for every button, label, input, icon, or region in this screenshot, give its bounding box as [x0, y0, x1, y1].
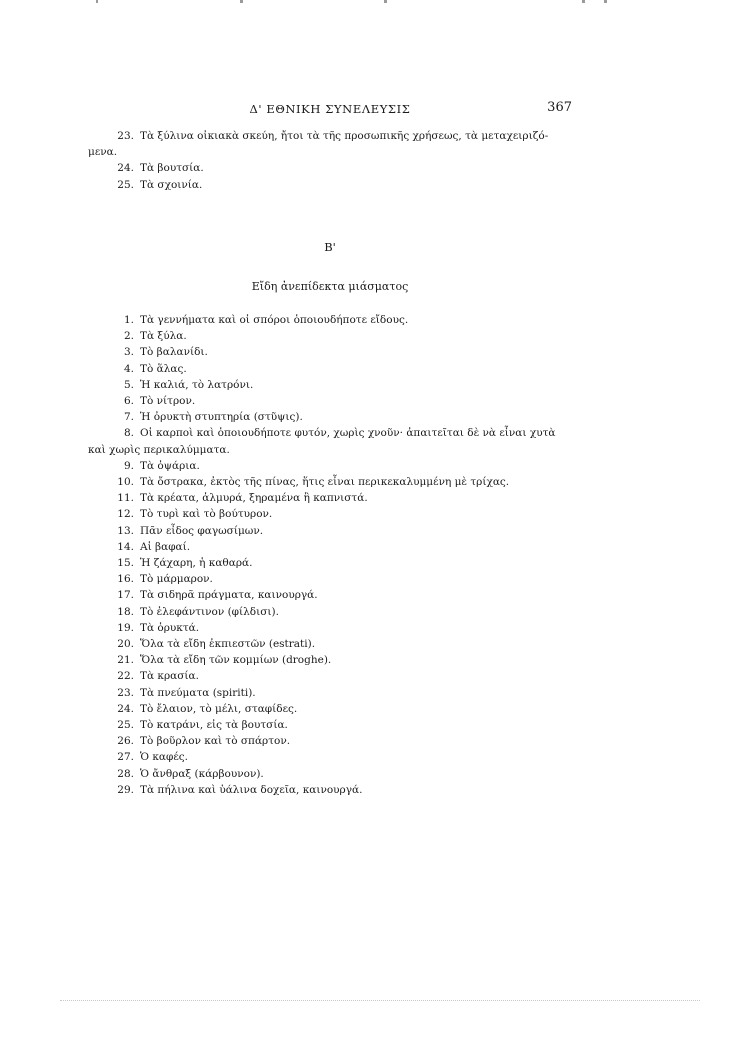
item-text: Ἡ ζάχαρη, ἡ καθαρά.: [140, 557, 253, 570]
list-item: [88, 377, 572, 393]
list-item: [88, 361, 572, 377]
item-text: Τὸ κατράνι, εἰς τὰ βουτσία.: [140, 719, 288, 732]
item-number: 23.: [117, 686, 134, 699]
item-number: 3.: [123, 346, 134, 359]
item-number: 17.: [117, 589, 134, 602]
list-item: [88, 668, 572, 684]
list-item: [88, 474, 572, 490]
item-text: Τὰ σχοινία.: [140, 178, 203, 191]
item-number: 29.: [117, 783, 134, 796]
list-item: [88, 604, 572, 620]
item-number: 20.: [117, 638, 134, 651]
item-text: Τὸ ἅλας.: [140, 362, 187, 375]
running-header: [88, 102, 572, 118]
item-number: 22.: [117, 670, 134, 683]
list-item: [88, 555, 572, 571]
item-number: 25.: [117, 178, 134, 191]
list-item: [88, 636, 572, 652]
item-text: Ἡ καλιά, τὸ λατρόνι.: [140, 378, 254, 391]
item-text: Τὸ ἔλαιον, τὸ μέλι, σταφίδες.: [140, 702, 298, 715]
item-number: 18.: [117, 605, 134, 618]
item-text: Τὰ κρέατα, ἁλμυρά, ξηραμένα ἢ καπνιστά.: [140, 492, 368, 505]
item-text-continuation: καὶ χωρὶς περικαλύμματα.: [88, 443, 230, 456]
item-number: 25.: [117, 719, 134, 732]
list-item: [88, 490, 572, 506]
item-number: 10.: [117, 476, 134, 489]
item-number: 1.: [123, 314, 134, 326]
item-text: Τὸ νίτρον.: [140, 395, 196, 408]
item-text: Τὰ ὄστρακα, ἐκτὸς τῆς πίνας, ἥτις εἶναι περικεκαλυμμένη μὲ τρίχας.: [140, 476, 510, 489]
scan-mark: [582, 0, 585, 3]
list-item: [88, 160, 572, 176]
item-number: 21.: [117, 654, 134, 667]
item-number: 13.: [117, 524, 134, 537]
list-item: [88, 766, 572, 782]
list-item: [88, 312, 572, 328]
item-number: 2.: [123, 330, 134, 343]
page-number: 367: [547, 100, 572, 115]
scan-mark: [604, 0, 607, 3]
item-number: 23.: [117, 130, 134, 142]
list-item: [88, 344, 572, 360]
item-number: 12.: [117, 508, 134, 521]
list-item: [88, 749, 572, 765]
item-text: Ὁ ἄνθραξ (κάρβουνον).: [140, 767, 264, 780]
list-item: [88, 425, 572, 457]
item-number: 11.: [117, 492, 134, 505]
item-text: Τὰ πήλινα καὶ ὑάλινα δοχεῖα, καινουργά.: [140, 783, 363, 796]
item-number: 9.: [123, 459, 134, 472]
item-text: Τὰ βουτσία.: [140, 162, 204, 175]
item-text: Τὰ σιδηρᾶ πράγματα, καινουργά.: [140, 589, 318, 602]
item-number: 4.: [123, 362, 134, 375]
item-text-continuation: μενα.: [88, 146, 118, 159]
item-text: Τὸ βοῦρλον καὶ τὸ σπάρτον.: [140, 735, 291, 748]
section-letter: Β': [324, 240, 336, 254]
list-item: [88, 620, 572, 636]
list-item: [88, 571, 572, 587]
item-number: 26.: [117, 735, 134, 748]
list-item: [88, 652, 572, 668]
item-text: Αἱ βαφαί.: [140, 540, 191, 553]
item-text: Ὁ καφές.: [140, 751, 189, 764]
item-text: Τὰ κρασία.: [140, 670, 199, 683]
item-text: Τὸ μάρμαρον.: [140, 573, 213, 586]
scan-top-marks: [0, 0, 744, 6]
item-text: Πᾶν εἶδος φαγωσίμων.: [140, 524, 264, 537]
item-number: 6.: [123, 395, 134, 408]
list-item: [88, 685, 572, 701]
item-text: Τὰ ὀρυκτά.: [140, 621, 200, 634]
list-item: [88, 587, 572, 603]
item-text: Τὸ ἐλεφάντινον (φίλδισι).: [140, 605, 279, 618]
item-number: 19.: [117, 621, 134, 634]
list-item: [88, 539, 572, 555]
list-item: [88, 409, 572, 425]
section-b-list: [88, 312, 572, 798]
item-text: Ἡ ὀρυκτὴ στυπτηρία (στῦψις).: [140, 411, 303, 424]
scan-mark: [96, 0, 98, 3]
list-item: [88, 328, 572, 344]
item-text: Τὰ ὀψάρια.: [140, 459, 200, 472]
item-text: Τὸ βαλανίδι.: [140, 346, 208, 359]
item-text: Τὸ τυρὶ καὶ τὸ βούτυρον.: [140, 508, 273, 521]
item-number: 27.: [117, 751, 134, 764]
list-item: [88, 128, 572, 160]
part-a-list-tail: [88, 128, 572, 193]
list-item: [88, 458, 572, 474]
list-item: [88, 717, 572, 733]
item-text: Τὰ γεννήματα καὶ οἱ σπόροι ὁποιουδήποτε εἴδους.: [140, 314, 409, 326]
item-number: 24.: [117, 702, 134, 715]
list-item: [88, 177, 572, 193]
scan-mark: [240, 0, 243, 3]
item-number: 5.: [123, 378, 134, 391]
list-item: [88, 506, 572, 522]
item-text: Οἱ καρποὶ καὶ ὁποιουδήποτε φυτόν, χωρὶς χνοῦν· ἀπαιτεῖται δὲ νὰ εἶναι χυτὰ: [140, 427, 556, 440]
scan-mark: [384, 0, 387, 3]
list-item: [88, 733, 572, 749]
item-number: 8.: [123, 427, 134, 440]
item-text: Ὅλα τὰ εἴδη ἐκπιεστῶν (estrati).: [140, 638, 316, 651]
section-title: Εἴδη ἀνεπίδεκτα μιάσματος: [251, 280, 409, 293]
item-number: 24.: [117, 162, 134, 175]
list-item: [88, 701, 572, 717]
item-number: 14.: [117, 540, 134, 553]
item-text: Τὰ ξύλινα οἰκιακὰ σκεύη, ἤτοι τὰ τῆς προσωπικῆς χρήσεως, τὰ μεταχειριζό-: [140, 130, 549, 142]
item-number: 7.: [123, 411, 134, 424]
item-number: 16.: [117, 573, 134, 586]
list-item: [88, 523, 572, 539]
item-number: 28.: [117, 767, 134, 780]
item-number: 15.: [117, 557, 134, 570]
item-text: Τὰ ξύλα.: [140, 330, 187, 343]
list-item: [88, 393, 572, 409]
item-text: Τὰ πνεύματα (spiriti).: [140, 686, 256, 699]
list-item: [88, 782, 572, 798]
scan-noise-line: [60, 1000, 700, 1003]
header-title: Δ' ΕΘΝΙΚΗ ΣΥΝΕΛΕΥΣΙΣ: [249, 102, 411, 116]
item-text: Ὅλα τὰ εἴδη τῶν κομμίων (droghe).: [140, 654, 332, 667]
